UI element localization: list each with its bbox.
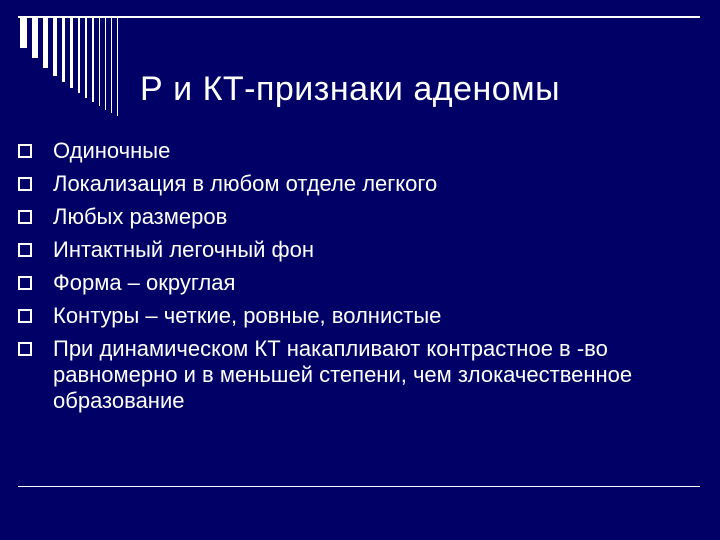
bullet-text: Контуры – четкие, ровные, волнистые	[53, 303, 442, 328]
hollow-square-icon	[18, 309, 32, 323]
hollow-square-icon	[18, 144, 32, 158]
decorative-bar	[70, 18, 73, 88]
bottom-divider	[18, 486, 700, 487]
bullet-text: Локализация в любом отделе легкого	[53, 171, 438, 196]
hollow-square-icon	[18, 210, 32, 224]
bullet-item	[14, 171, 694, 197]
decorative-bar	[92, 18, 94, 102]
decorative-bar	[20, 18, 27, 48]
hollow-square-icon	[18, 177, 32, 191]
decorative-bars	[0, 0, 130, 120]
bullet-text: При динамическом КТ накапливают контрастное в -во равномерно и в меньшей степени, чем злокачественное образование	[53, 336, 633, 413]
decorative-bar	[85, 18, 87, 98]
decorative-bar	[78, 18, 80, 93]
decorative-bar	[111, 18, 112, 113]
bullet-item	[14, 270, 694, 296]
bullet-item	[14, 204, 694, 230]
bullet-item	[14, 336, 694, 414]
bullet-text: Одиночные	[53, 138, 171, 163]
decorative-bar	[43, 18, 48, 68]
bullet-text: Форма – округлая	[53, 270, 236, 295]
slide-title: Р и КТ-признаки аденомы	[140, 70, 561, 108]
bullet-list	[14, 138, 694, 421]
decorative-bar	[62, 18, 65, 82]
hollow-square-icon	[18, 342, 32, 356]
decorative-bar	[99, 18, 100, 106]
hollow-square-icon	[18, 276, 32, 290]
bullet-item	[14, 138, 694, 164]
decorative-bar	[105, 18, 106, 110]
decorative-bar	[53, 18, 57, 76]
hollow-square-icon	[18, 243, 32, 257]
decorative-bar	[117, 18, 118, 116]
bullet-text: Любых размеров	[53, 204, 228, 229]
bullet-item	[14, 237, 694, 263]
bullet-item	[14, 303, 694, 329]
bullet-text: Интактный легочный фон	[53, 237, 315, 262]
decorative-bar	[32, 18, 38, 58]
